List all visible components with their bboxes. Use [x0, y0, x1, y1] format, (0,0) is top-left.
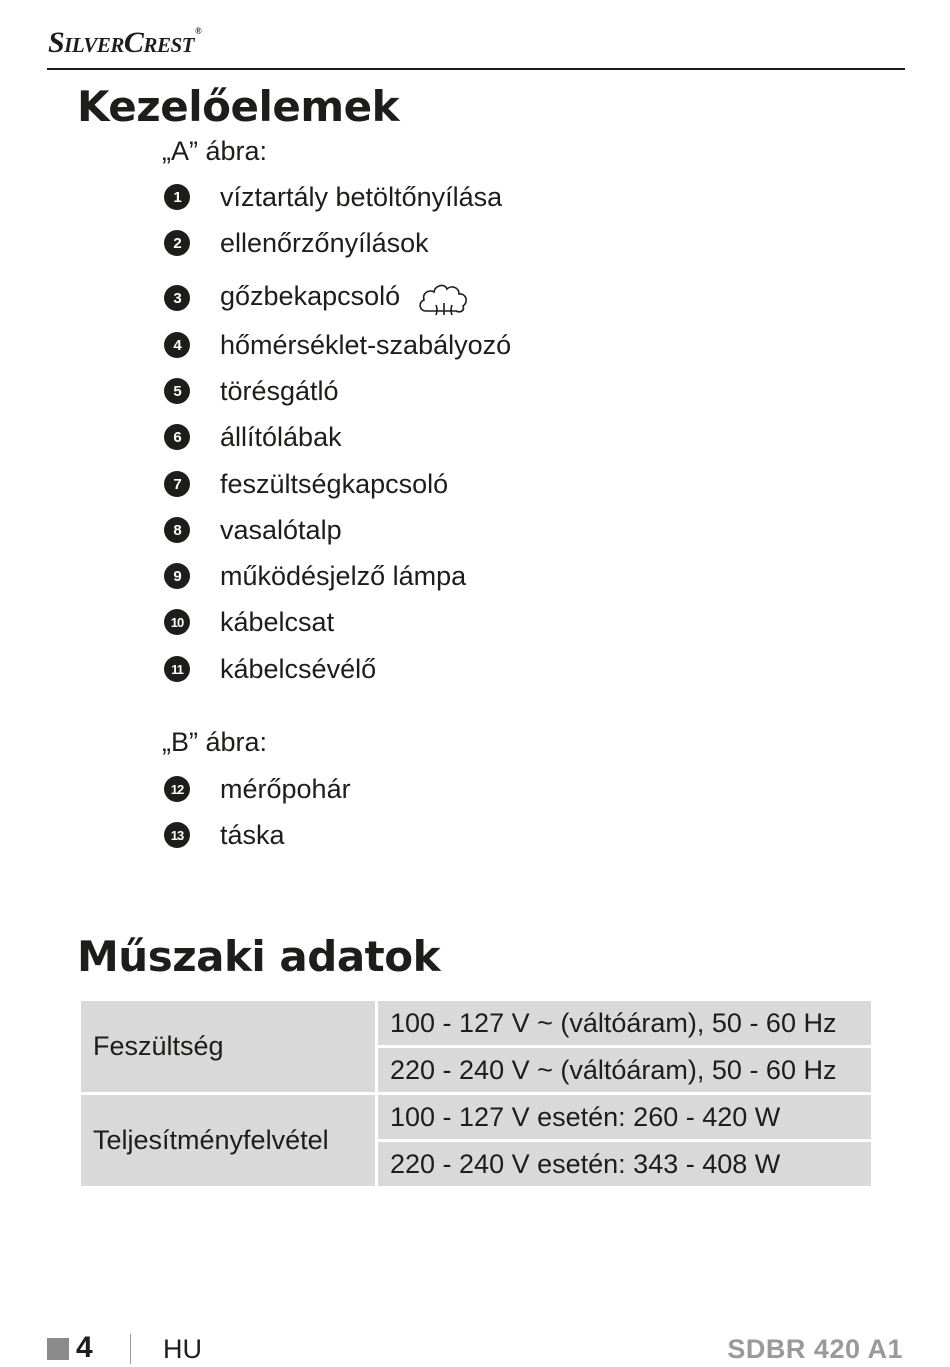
item-number-badge: 2	[164, 230, 190, 256]
header-rule	[47, 68, 905, 70]
table-cell-value: 100 - 127 V ~ (váltóáram), 50 - 60 Hz	[377, 1000, 873, 1047]
specs-title: Műszaki adatok	[77, 932, 441, 981]
list-item	[164, 227, 429, 259]
table-cell-label: Teljesítményfelvétel	[80, 1094, 377, 1188]
list-item	[164, 606, 335, 638]
controls-title: Kezelőelemek	[77, 82, 400, 131]
table-cell-value: 220 - 240 V esetén: 343 - 408 W	[377, 1141, 873, 1188]
item-number-badge: 1	[164, 184, 190, 210]
language-code: HU	[163, 1334, 202, 1364]
item-text: állítólábak	[220, 421, 342, 452]
item-text: feszültségkapcsoló	[220, 468, 449, 499]
specs-table	[78, 998, 874, 1189]
item-number-badge: 10	[164, 609, 190, 635]
item-number-badge: 8	[164, 517, 190, 543]
item-number-badge: 5	[164, 378, 190, 404]
footer-marker	[47, 1338, 69, 1360]
item-text	[220, 277, 472, 319]
item-number-badge: 9	[164, 563, 190, 589]
item-text: vasalótalp	[220, 514, 342, 545]
item-number-badge: 11	[164, 656, 190, 682]
list-item	[164, 514, 342, 546]
item-number-badge: 13	[164, 822, 190, 848]
list-item	[164, 329, 512, 361]
item-text: törésgátló	[220, 375, 339, 406]
item-text: víztartály betöltőnyílása	[220, 181, 503, 212]
list-item	[164, 281, 401, 314]
item-text: kábelcsat	[220, 606, 335, 637]
item-text: táska	[220, 819, 285, 850]
list-item	[164, 375, 339, 407]
list-item	[164, 560, 467, 592]
figure-a-label: „A” ábra:	[162, 136, 268, 166]
model-name: SDBR 420 A1	[727, 1334, 903, 1364]
item-number-badge: 12	[164, 776, 190, 802]
item-text: működésjelző lámpa	[220, 560, 467, 591]
steam-icon	[416, 277, 472, 319]
list-item	[164, 421, 342, 453]
table-row	[80, 1000, 873, 1047]
item-text: hőmérséklet-szabályozó	[220, 329, 512, 360]
list-item	[164, 819, 285, 851]
list-item	[164, 468, 449, 500]
item-text: kábelcsévélő	[220, 653, 377, 684]
list-item	[164, 653, 377, 685]
page-number: 4	[76, 1331, 93, 1364]
item-label: gőzbekapcsoló	[220, 281, 401, 312]
item-text: ellenőrzőnyílások	[220, 227, 429, 258]
item-number-badge: 4	[164, 332, 190, 358]
item-number-badge: 3	[164, 285, 190, 311]
table-cell-value: 100 - 127 V esetén: 260 - 420 W	[377, 1094, 873, 1141]
table-cell-label: Feszültség	[80, 1000, 377, 1094]
item-text: mérőpohár	[220, 773, 351, 804]
item-number-badge: 7	[164, 471, 190, 497]
figure-b-label: „B” ábra:	[162, 727, 268, 757]
list-item	[164, 773, 351, 805]
brand-logo: SilverCrest®	[48, 26, 202, 59]
table-cell-value: 220 - 240 V ~ (váltóáram), 50 - 60 Hz	[377, 1047, 873, 1094]
item-number-badge: 6	[164, 424, 190, 450]
list-item	[164, 181, 503, 213]
table-row	[80, 1094, 873, 1141]
footer-divider	[130, 1334, 131, 1364]
